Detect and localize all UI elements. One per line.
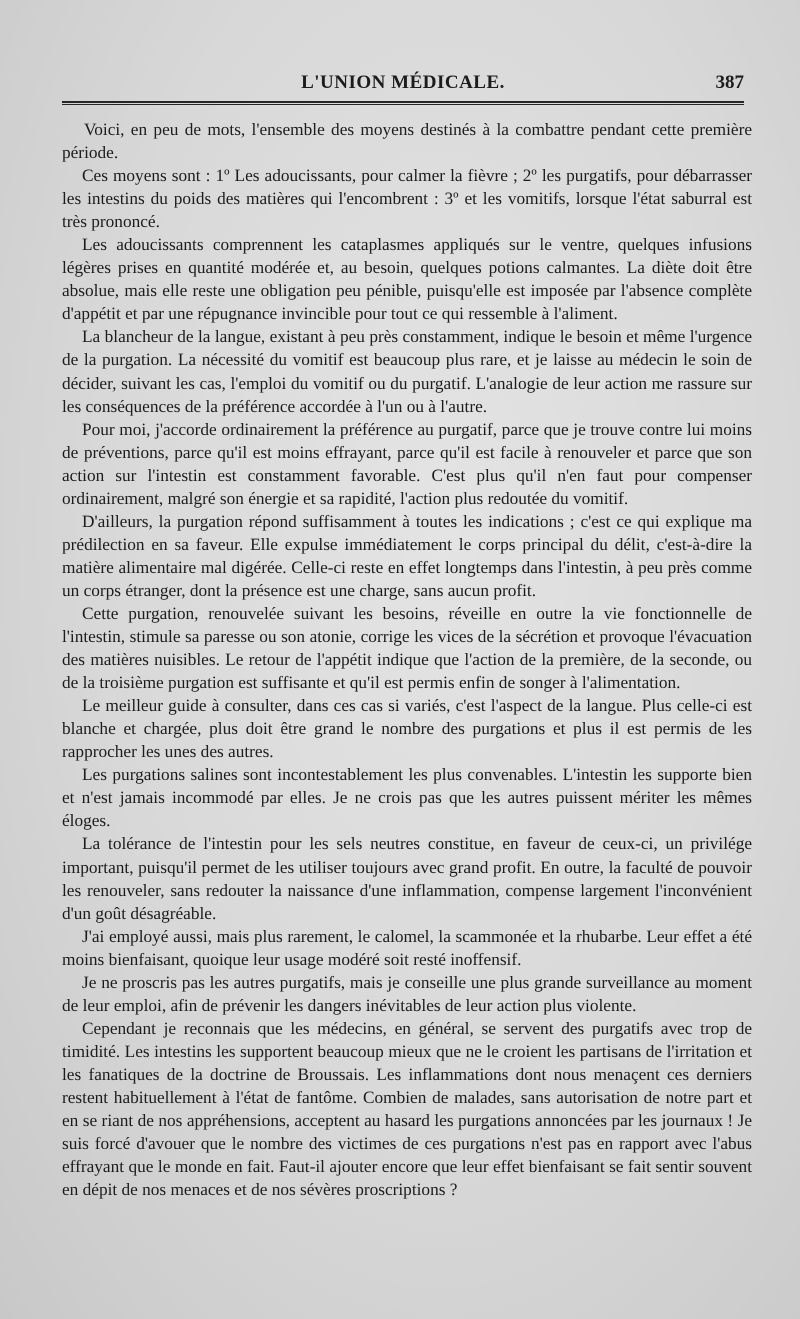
paragraph: Je ne proscris pas les autres purgatifs, mais je conseille une plus grande surveillance au moment de leur emploi, afin de prévenir les dangers inévitables de leur action plus violente. xyxy=(62,972,752,1015)
paragraph: Ces moyens sont : 1º Les adoucissants, pour calmer la fièvre ; 2º les purgatifs, pour débarrasser les intestins du poids des matières qui l'encombrent : 3º et les vomitifs, lorsque l'état saburral est très prononcé. xyxy=(62,166,752,232)
paragraph: Cette purgation, renouvelée suivant les besoins, réveille en outre la vie fonctionnelle de l'intestin, stimule sa paresse ou son atonie, corrige les vices de la sécrétion et provoque l'évacuation des matières nuisibles. Le retour de l'appétit indique que l'action de la première, de la seconde, ou de la troisième purgation est suffisante et qu'il est permis enfin de songer à l'alimentation. xyxy=(62,603,752,693)
paragraph: J'ai employé aussi, mais plus rarement, le calomel, la scammonée et la rhubarbe. Leur effet a été moins bienfaisant, quoique leur usage modéré soit resté inoffensif. xyxy=(62,926,752,969)
paragraph: Les purgations salines sont incontestablement les plus convenables. L'intestin les supporte bien et n'est jamais incommodé par elles. Je ne crois pas que les autres puissent mériter les mêmes éloges. xyxy=(62,765,752,831)
paragraph: Pour moi, j'accorde ordinairement la préférence au purgatif, parce que je trouve contre lui moins de préventions, parce qu'il est moins effrayant, parce qu'il est facile à renouveler et parce que son action sur l'intestin est constamment favorable. C'est plus qu'il n'en faut pour compenser ordinairement, malgré son énergie et sa rapidité, l'action plus redoutée du vomitif. xyxy=(62,419,752,508)
paragraph: Voici, en peu de mots, l'ensemble des moyens destinés à la combattre pendant cette première période. xyxy=(62,120,752,163)
paragraph: Cependant je reconnais que les médecins, en général, se servent des purgatifs avec trop de timidité. Les intestins les supportent beaucoup mieux que ne le croient les partisans de l'irritation et les fanatiques de la doctrine de Broussais. Les inflammations dont nous menaçent ces derniers restent habituellement à l'état de fantôme. Combien de malades, sans autorisation de notre part et en se riant de nos appréhensions, acceptent au hasard les purgations annoncées par les journaux ! Je suis forcé d'avouer que le nombre des victimes de ces purgations n'est pas en rapport avec l'abus effrayant que le monde en fait. Faut-il ajouter encore que leur effet bienfaisant se fait sentir souvent en dépit de nos menaces et de nos sévères proscriptions ? xyxy=(62,1018,752,1200)
page-number: 387 xyxy=(715,72,744,93)
body-text xyxy=(62,118,752,1201)
paragraph: Le meilleur guide à consulter, dans ces cas si variés, c'est l'aspect de la langue. Plus celle-ci est blanche et chargée, plus doit être grand le nombre des purgations et plus il est permis de les rapprocher les unes des autres. xyxy=(62,696,752,762)
paragraph: La blancheur de la langue, existant à peu près constamment, indique le besoin et même l'urgence de la purgation. La nécessité du vomitif est beaucoup plus rare, et je laisse au médecin le soin de décider, suivant les cas, l'emploi du vomitif ou du purgatif. L'analogie de leur action me rassure sur les conséquences de la préférence accordée à l'un ou à l'autre. xyxy=(62,327,752,416)
paragraph: Les adoucissants comprennent les cataplasmes appliqués sur le ventre, quelques infusions légères prises en quantité modérée et, au besoin, quelques potions calmantes. La diète doit être absolue, mais elle reste une obligation peu pénible, puisqu'elle est imposée par l'absence complète d'appétit et par une répugnance invincible pour tout ce qui ressemble à l'aliment. xyxy=(62,235,752,324)
running-title: L'UNION MÉDICALE. xyxy=(301,72,505,93)
paragraph: D'ailleurs, la purgation répond suffisamment à toutes les indications ; c'est ce qui explique ma prédilection en sa faveur. Elle expulse immédiatement le corps principal du délit, c'est-à-dire la matière alimentaire mal digérée. Celle-ci reste en effet longtemps dans l'intestin, à peu près comme un corps étranger, dont la présence est une charge, sans aucun profit. xyxy=(62,511,752,600)
header-rule xyxy=(62,101,744,105)
page-header xyxy=(62,72,744,98)
paragraph: La tolérance de l'intestin pour les sels neutres constitue, en faveur de ceux-ci, un privilége important, puisqu'il permet de les utiliser toujours avec grand profit. En outre, la faculté de pouvoir les renouveler, sans redouter la naissance d'une inflammation, compense largement l'inconvénient d'un goût désagréable. xyxy=(62,834,752,923)
